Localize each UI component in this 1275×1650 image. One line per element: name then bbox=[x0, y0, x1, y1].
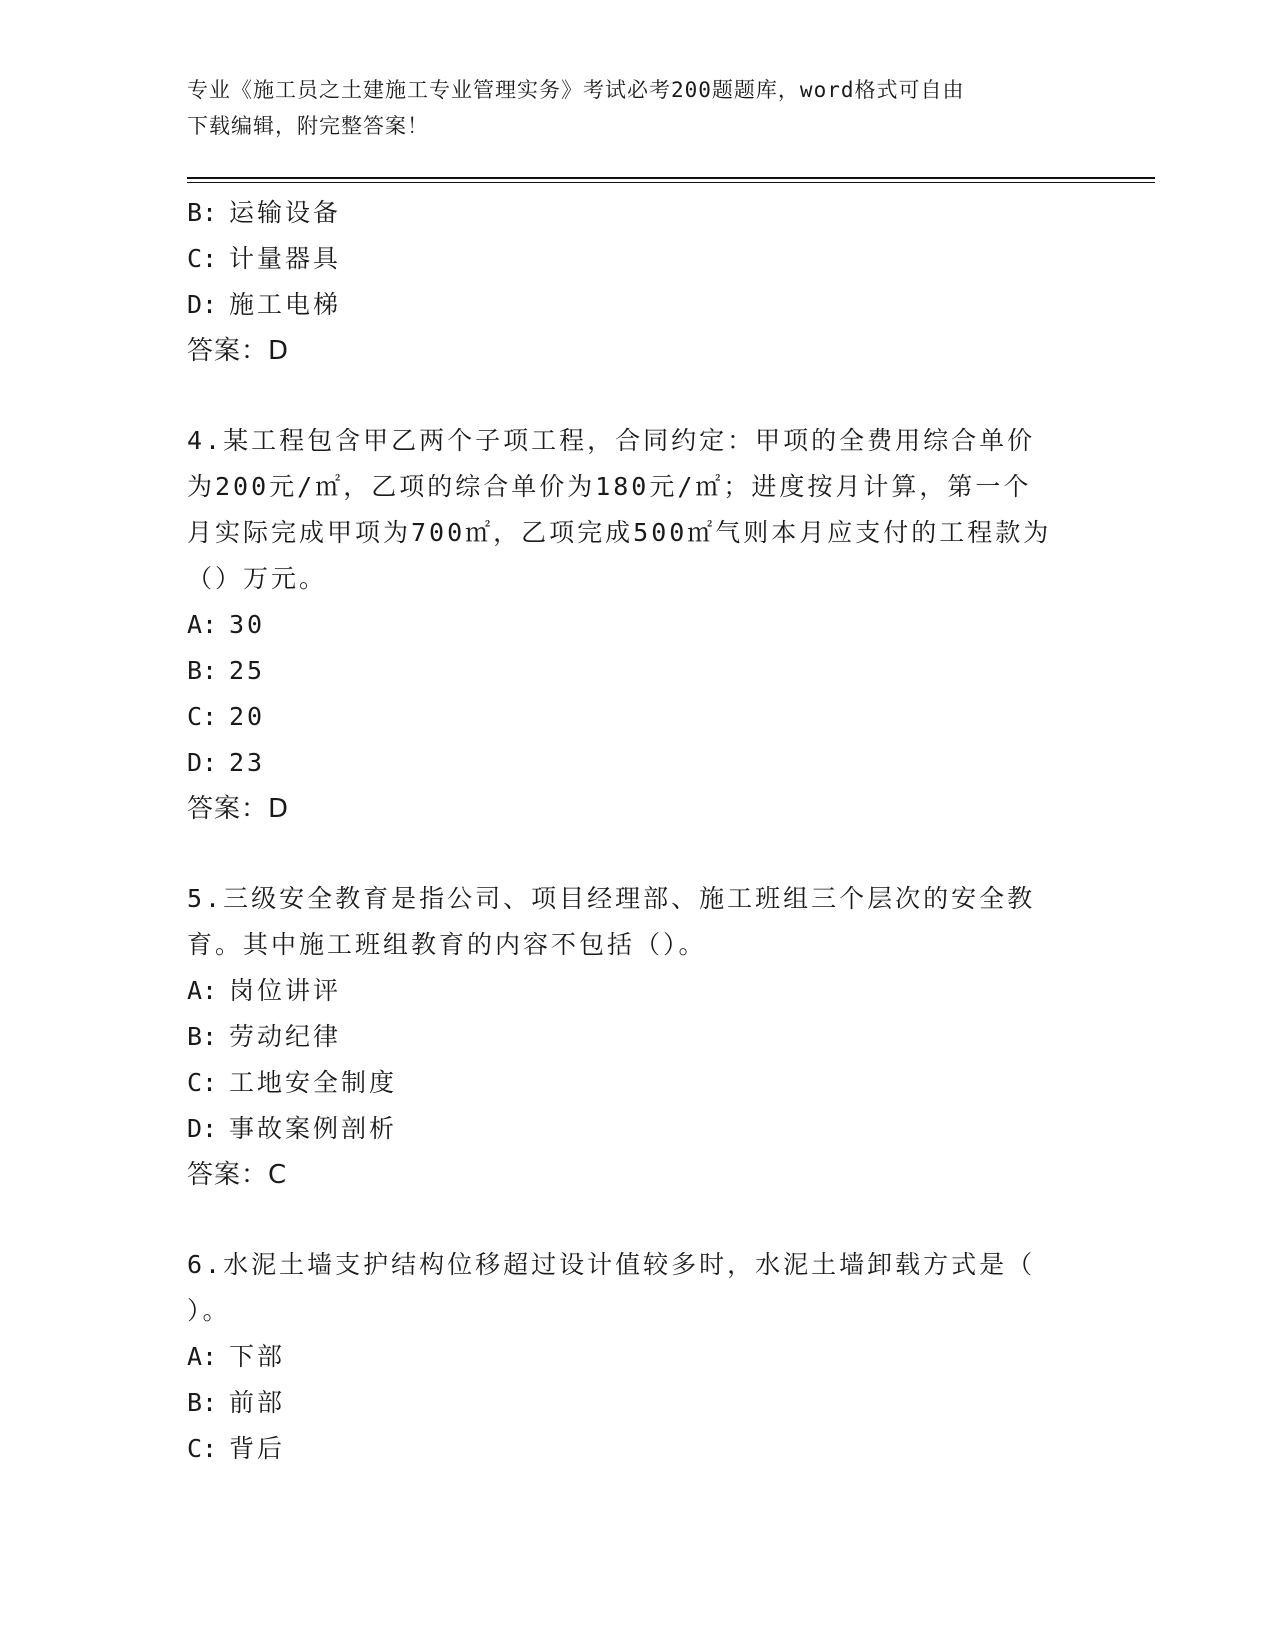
option-label: D: bbox=[187, 1114, 218, 1143]
option-text: 工地安全制度 bbox=[229, 1068, 398, 1097]
question-text-line: 4.某工程包含甲乙两个子项工程，合同约定：甲项的全费用综合单价 bbox=[187, 426, 1036, 455]
option-label: C: bbox=[187, 244, 218, 273]
option-label: B: bbox=[187, 198, 218, 227]
header-divider-thick bbox=[187, 177, 1155, 179]
option-label: B: bbox=[187, 656, 218, 685]
header-line-2: 下载编辑，附完整答案！ bbox=[187, 114, 429, 138]
spacer bbox=[187, 1198, 1087, 1242]
question-text-line: 6.水泥土墙支护结构位移超过设计值较多时，水泥土墙卸载方式是（ bbox=[187, 1250, 1036, 1279]
answer-line: 答案：D bbox=[187, 336, 290, 366]
option-a bbox=[187, 968, 1087, 1014]
document-body bbox=[187, 190, 1087, 1472]
option-c bbox=[187, 694, 1087, 740]
option-text: 下部 bbox=[229, 1342, 286, 1371]
option-d bbox=[187, 1106, 1087, 1152]
question-6 bbox=[187, 1242, 1087, 1472]
question-4 bbox=[187, 418, 1087, 832]
option-text: 施工电梯 bbox=[229, 290, 342, 319]
header-divider-thin bbox=[187, 182, 1155, 183]
option-label: B: bbox=[187, 1022, 218, 1051]
option-text: 背后 bbox=[229, 1434, 286, 1463]
option-text: 运输设备 bbox=[229, 198, 342, 227]
spacer bbox=[187, 374, 1087, 418]
question-5 bbox=[187, 876, 1087, 1198]
option-label: C: bbox=[187, 702, 218, 731]
option-text: 事故案例剖析 bbox=[229, 1114, 398, 1143]
option-label: C: bbox=[187, 1068, 218, 1097]
option-b bbox=[187, 1380, 1087, 1426]
question-text-line: 5.三级安全教育是指公司、项目经理部、施工班组三个层次的安全教 bbox=[187, 884, 1036, 913]
option-label: A: bbox=[187, 976, 218, 1005]
option-label: D: bbox=[187, 290, 218, 319]
option-text: 20 bbox=[229, 702, 266, 731]
option-c bbox=[187, 236, 1087, 282]
answer-line: 答案：C bbox=[187, 1160, 288, 1190]
option-text: 30 bbox=[229, 610, 266, 639]
option-label: C: bbox=[187, 1434, 218, 1463]
option-text: 岗位讲评 bbox=[229, 976, 342, 1005]
option-b bbox=[187, 1014, 1087, 1060]
question-text-line: ）。 bbox=[187, 1296, 231, 1325]
question-text-line: 为200元/㎡，乙项的综合单价为180元/㎡；进度按月计算，第一个 bbox=[187, 472, 1032, 501]
question-text-line: （）万元。 bbox=[187, 564, 328, 593]
option-text: 前部 bbox=[229, 1388, 286, 1417]
option-text: 23 bbox=[229, 748, 266, 777]
option-text: 计量器具 bbox=[229, 244, 342, 273]
option-d bbox=[187, 282, 1087, 328]
option-c bbox=[187, 1426, 1087, 1472]
option-a bbox=[187, 1334, 1087, 1380]
option-b bbox=[187, 648, 1087, 694]
option-label: A: bbox=[187, 1342, 218, 1371]
option-c bbox=[187, 1060, 1087, 1106]
option-label: A: bbox=[187, 610, 218, 639]
answer-line: 答案：D bbox=[187, 794, 290, 824]
option-label: B: bbox=[187, 1388, 218, 1417]
header-line-1: 专业《施工员之土建施工专业管理实务》考试必考200题题库，word格式可自由 bbox=[187, 78, 965, 102]
spacer bbox=[187, 832, 1087, 876]
option-text: 25 bbox=[229, 656, 266, 685]
option-d bbox=[187, 740, 1087, 786]
option-a bbox=[187, 602, 1087, 648]
question-text-line: 育。其中施工班组教育的内容不包括（）。 bbox=[187, 930, 707, 959]
option-label: D: bbox=[187, 748, 218, 777]
document-header bbox=[187, 72, 1077, 144]
option-text: 劳动纪律 bbox=[229, 1022, 342, 1051]
question-3-continuation bbox=[187, 190, 1087, 374]
option-b bbox=[187, 190, 1087, 236]
question-text-line: 月实际完成甲项为700㎡，乙项完成500㎡气则本月应支付的工程款为 bbox=[187, 518, 1052, 547]
